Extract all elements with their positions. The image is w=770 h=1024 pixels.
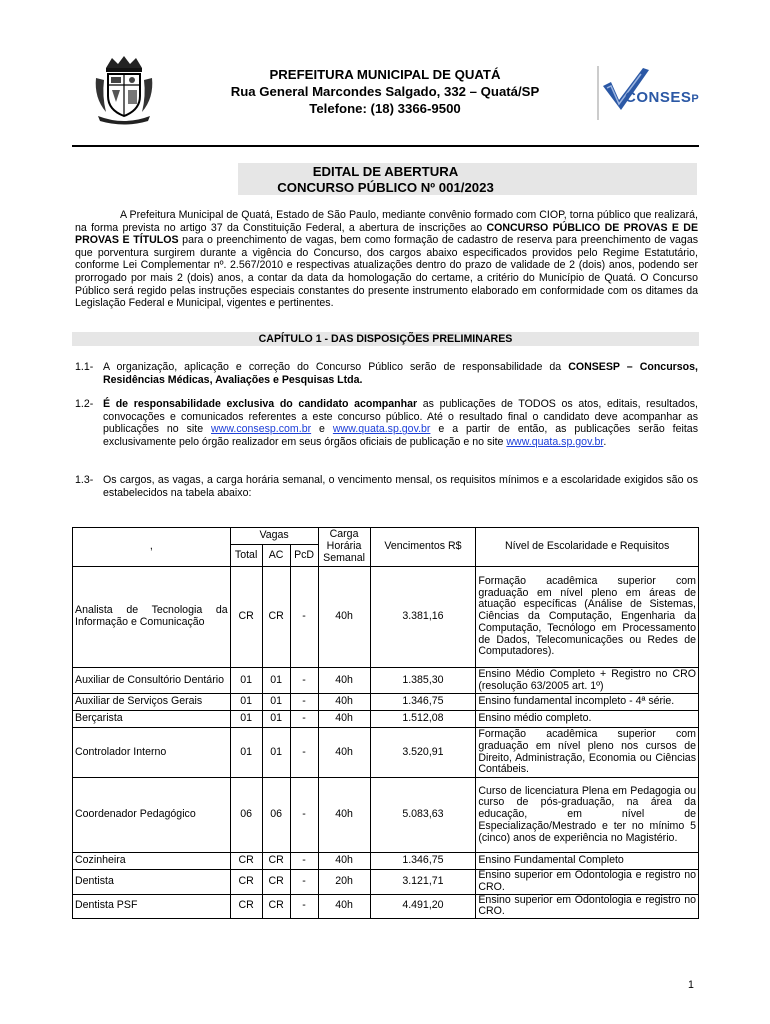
- cell-carga: 40h: [318, 778, 370, 853]
- cell-carga: 40h: [318, 694, 370, 711]
- cell-total: CR: [230, 567, 262, 668]
- intro-text-2: para o preenchimento de vagas, bem como formação de cadastro de reserva para preenchimento de vagas que porventura surgirem durante a vigência do Concurso, dos cargos abaixo especificados providos pelo Regime Estatutário, conforme Lei Complementar nº. 2.567/2010 e respectivas atualizações dentro do prazo de validade de 2 (dois) anos, podendo ser prorrogado por mais 2 (dois) anos, a contar da data da homologação do certame, a critério do Município de Quatá. O Concurso Público será regido pelas instruções especiais constantes do presente instrumento elaborado em conformidade com os ditames da Legislação Federal e Municipal, vigentes e pertinentes.: [75, 234, 699, 310]
- header-title: PREFEITURA MUNICIPAL DE QUATÁ: [269, 67, 501, 82]
- cell-total: CR: [230, 894, 262, 919]
- edital-title: [72, 164, 699, 196]
- cell-ac: CR: [262, 894, 290, 919]
- cell-ac: 01: [262, 694, 290, 711]
- cell-vencimentos: 5.083,63: [370, 778, 476, 853]
- cell-nivel: Ensino superior em Odontologia e registro no CRO.: [476, 894, 699, 919]
- intro-bold: CONCURSO PÚBLICO DE PROVAS E DE PROVAS E TÍTULOS: [75, 221, 699, 247]
- cell-vencimentos: 1.346,75: [370, 853, 476, 870]
- cell-total: CR: [230, 853, 262, 870]
- cell-carga: 40h: [318, 711, 370, 728]
- item-text: [103, 361, 698, 386]
- cell-cargo: Cozinheira: [73, 853, 231, 870]
- consesp-site-link[interactable]: www.consesp.com.br: [211, 423, 312, 436]
- cell-pcd: -: [290, 711, 318, 728]
- item-text-body: A organização, aplicação e correção do Concurso Público serão de responsabilidade da: [103, 361, 569, 373]
- item-text-body: .: [603, 435, 607, 448]
- cell-carga: 20h: [318, 870, 370, 895]
- item-text-body: e a partir de então, as publicações serão feitas exclusivamente pelo órgão realizador em seus órgãos oficiais de publicação e no site: [103, 423, 698, 448]
- municipal-crest-icon: [92, 54, 156, 126]
- table-row: [73, 778, 699, 853]
- edital-line-1: EDITAL DE ABERTURA: [312, 164, 459, 179]
- cell-cargo: Auxiliar de Consultório Dentário: [73, 668, 231, 694]
- consesp-brand-text: [625, 89, 699, 106]
- cell-carga: 40h: [318, 567, 370, 668]
- cell-ac: CR: [262, 870, 290, 895]
- cell-carga: 40h: [318, 853, 370, 870]
- cell-vencimentos: 3.121,71: [370, 870, 476, 895]
- cell-total: 01: [230, 694, 262, 711]
- table-row: [73, 853, 699, 870]
- cell-vencimentos: 1.385,30: [370, 668, 476, 694]
- brand-main: CONSES: [625, 89, 692, 106]
- header-vagas: Vagas: [230, 528, 318, 545]
- header-phone: Telefone: (18) 3366-9500: [309, 101, 461, 116]
- header-block: [180, 66, 590, 117]
- item-text-body: e: [311, 423, 333, 436]
- edital-line-2: CONCURSO PÚBLICO Nº 001/2023: [277, 180, 494, 195]
- header-nivel: Nível de Escolaridade e Requisitos: [476, 528, 699, 567]
- cell-pcd: -: [290, 668, 318, 694]
- header-divider: [72, 145, 699, 147]
- item-number: 1.3-: [75, 474, 94, 486]
- quata-site-link-2[interactable]: www.quata.sp.gov.br: [506, 435, 604, 448]
- header-vencimentos: Vencimentos R$: [370, 528, 476, 567]
- cell-pcd: -: [290, 870, 318, 895]
- cell-cargo: Analista de Tecnologia da Informação e Comunicação: [73, 567, 231, 668]
- intro-text-1: A Prefeitura Municipal de Quatá, Estado de São Paulo, mediante convênio formado com CIOP, torna público que realizará, na forma prevista no artigo 37 da Constituição Federal, a abertura de inscrições ao: [75, 209, 698, 234]
- cell-cargo: Berçarista: [73, 711, 231, 728]
- table-row: [73, 728, 699, 778]
- cell-vencimentos: 1.346,75: [370, 694, 476, 711]
- item-text-body: as publicações de TODOS os atos, editais, resultados, convocações e comunicados referentes a este concurso público. Até o resultado final o candidato deve acompanhar as publicações no site: [103, 398, 698, 436]
- cell-pcd: -: [290, 694, 318, 711]
- cell-nivel: Curso de licenciatura Plena em Pedagogia ou curso de pós-graduação, na área da educação, em nível de Especialização/Mestrado e ter no mínimo 5 (cinco) anos de experiência no Magistério.: [476, 778, 699, 853]
- cell-total: CR: [230, 870, 262, 895]
- item-text-bold: É de responsabilidade exclusiva do candidato acompanhar: [103, 398, 418, 410]
- cell-cargo: Controlador Interno: [73, 728, 231, 778]
- table-row: [73, 894, 699, 919]
- brand-tail: P: [691, 93, 700, 105]
- cell-nivel: Ensino superior em Odontologia e registro no CRO.: [476, 870, 699, 895]
- cell-nivel: Ensino fundamental incompleto - 4ª série.: [476, 694, 699, 711]
- intro-paragraph: [75, 209, 698, 310]
- cell-pcd: -: [290, 728, 318, 778]
- cell-cargo: Coordenador Pedagógico: [73, 778, 231, 853]
- cell-nivel: Ensino médio completo.: [476, 711, 699, 728]
- header-cargo: ,: [73, 528, 231, 567]
- item-text-bold: CONSESP – Concursos, Residências Médicas, Avaliações e Pesquisas Ltda.: [103, 361, 698, 386]
- table-row: [73, 567, 699, 668]
- header-address: Rua General Marcondes Salgado, 332 – Quatá/SP: [230, 84, 540, 99]
- consesp-logo: [597, 64, 709, 122]
- table-row: [73, 711, 699, 728]
- header-total: Total: [230, 545, 262, 567]
- item-number: 1.1-: [75, 361, 94, 373]
- cell-vencimentos: 4.491,20: [370, 894, 476, 919]
- cell-vencimentos: 1.512,08: [370, 711, 476, 728]
- table-row: [73, 694, 699, 711]
- cell-carga: 40h: [318, 668, 370, 694]
- cell-total: 06: [230, 778, 262, 853]
- table-row: [73, 870, 699, 895]
- cell-ac: 06: [262, 778, 290, 853]
- cell-ac: 01: [262, 711, 290, 728]
- chapter-heading: CAPÍTULO 1 - DAS DISPOSIÇÕES PRELIMINARES: [72, 332, 699, 346]
- header-ac: AC: [262, 545, 290, 567]
- cell-ac: 01: [262, 728, 290, 778]
- cell-pcd: -: [290, 567, 318, 668]
- table-row: [73, 668, 699, 694]
- cell-total: 01: [230, 668, 262, 694]
- header-pcd: PcD: [290, 545, 318, 567]
- cell-vencimentos: 3.381,16: [370, 567, 476, 668]
- cell-total: 01: [230, 728, 262, 778]
- quata-site-link[interactable]: www.quata.sp.gov.br: [332, 423, 431, 436]
- page-number: 1: [688, 979, 694, 991]
- cell-nivel: Ensino Médio Completo + Registro no CRO (resolução 63/2005 art. 1º): [476, 668, 699, 694]
- cell-pcd: -: [290, 853, 318, 870]
- cell-ac: 01: [262, 668, 290, 694]
- cell-ac: CR: [262, 853, 290, 870]
- header-carga: Carga Horária Semanal: [318, 528, 370, 567]
- cell-nivel: Ensino Fundamental Completo: [476, 853, 699, 870]
- cell-pcd: -: [290, 894, 318, 919]
- cell-pcd: -: [290, 778, 318, 853]
- positions-table: [72, 527, 699, 919]
- cell-nivel: Formação acadêmica superior com graduação em nível pleno nos cursos de Direito, Administração, Economia ou Ciências Contábeis.: [476, 728, 699, 778]
- cell-ac: CR: [262, 567, 290, 668]
- cell-vencimentos: 3.520,91: [370, 728, 476, 778]
- cell-cargo: Auxiliar de Serviços Gerais: [73, 694, 231, 711]
- cell-cargo: Dentista: [73, 870, 231, 895]
- cell-carga: 40h: [318, 728, 370, 778]
- item-text: Os cargos, as vagas, a carga horária semanal, o vencimento mensal, os requisitos mínimos e a escolaridade exigidos são os estabelecidos na tabela abaixo:: [103, 474, 698, 499]
- cell-cargo: Dentista PSF: [73, 894, 231, 919]
- cell-nivel: Formação acadêmica superior com graduação em nível pleno em áreas de atuação específicas (Análise de Sistemas, Ciências da Computação, Engenharia da Computação, Tecnólogo em Processamento de Dados, Telecomunicações ou Redes de Computadores).: [476, 567, 699, 668]
- item-number: 1.2-: [75, 398, 94, 410]
- item-text: [103, 398, 698, 448]
- cell-carga: 40h: [318, 894, 370, 919]
- cell-total: 01: [230, 711, 262, 728]
